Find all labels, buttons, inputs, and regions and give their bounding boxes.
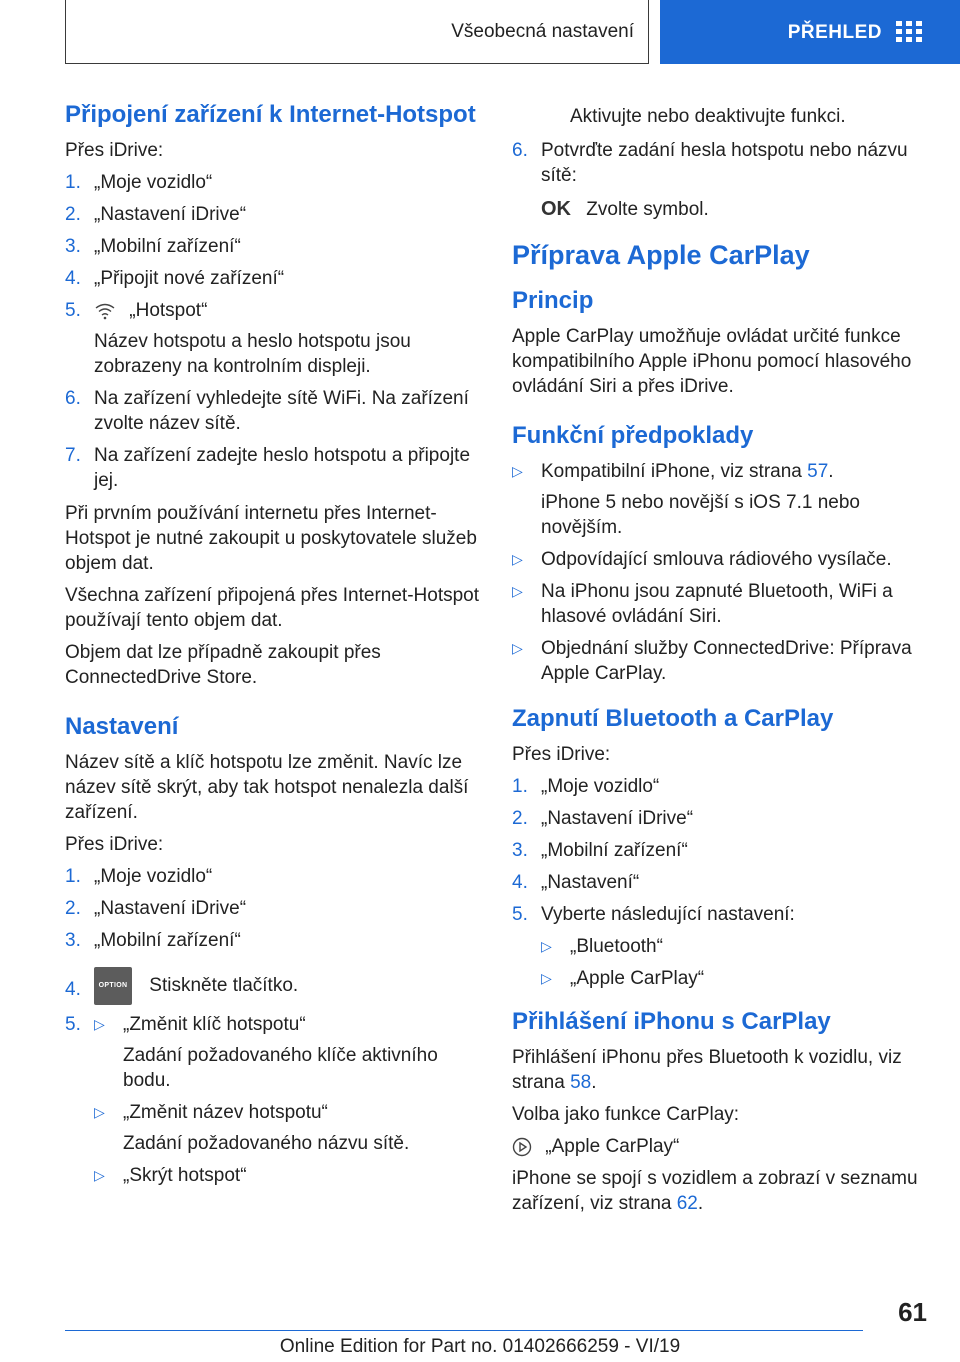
list-item: 5. ▷ „Změnit klíč hotspotu“ Zadání požadovaného klíče aktivního bodu. ▷ „Změnit název hotspotu“ Zadání požadovaného názvu sítě. ▷ „Skrýt hotspot“ (65, 1012, 485, 1188)
sub-list-item: ▷ „Apple CarPlay“ (541, 968, 705, 989)
list-item: 6. Na zařízení vyhledejte sítě WiFi. Na zařízení zvolte název sítě. (65, 388, 469, 434)
list-item: ▷ Kompatibilní iPhone, viz strana 57. iPhone 5 nebo novější s iOS 7.1 nebo novějším. (512, 461, 861, 538)
paragraph: iPhone se spojí s vozidlem a zobrazí v seznamu zařízení, viz strana 62. (512, 1168, 918, 1214)
steps-hotspot (65, 170, 485, 493)
overview-button[interactable] (660, 0, 960, 64)
heading-login: Přihlášení iPhonu s CarPlay (512, 1008, 831, 1035)
wifi-icon (94, 302, 116, 320)
sub-list-item: ▷ „Bluetooth“ (541, 936, 663, 957)
heading-principle: Princip (512, 287, 594, 314)
requirements-list (512, 459, 932, 686)
option-button-icon: OPTION (94, 967, 132, 1005)
list-item: 2. „Nastavení iDrive“ (65, 204, 247, 225)
paragraph: Objem dat lze případně zakoupit přes ConnectedDrive Store. (65, 642, 381, 688)
sub-list (541, 934, 932, 991)
list-item: ▷ Objednání služby ConnectedDrive: Příprava Apple CarPlay. (512, 638, 912, 684)
sub-list-item: ▷ „Skrýt hotspot“ (94, 1165, 247, 1186)
ok-icon: OK (541, 198, 571, 220)
paragraph: „Apple CarPlay“ (512, 1134, 932, 1159)
steps-settings (65, 864, 485, 1188)
header-section-title: Všeobecná nastavení (451, 21, 634, 42)
steps-bluetooth (512, 774, 932, 991)
paragraph: Volba jako funkce CarPlay: (512, 1104, 740, 1125)
list-item: 3. „Mobilní zařízení“ (512, 840, 688, 861)
list-item: 2. „Nastavení iDrive“ (512, 808, 694, 829)
via-idrive: Přes iDrive: (65, 140, 164, 161)
sub-list-item: ▷ „Změnit klíč hotspotu“ Zadání požadovaného klíče aktivního bodu. (94, 1014, 438, 1091)
paragraph: Apple CarPlay umožňuje ovládat určité funkce kompatibilního Apple iPhonu pomocí hlasového ovládání Siri a přes iDrive. (512, 326, 912, 397)
list-item: 1. „Moje vozidlo“ (65, 866, 213, 887)
list-item: 6. Potvrďte zadání hesla hotspotu nebo názvu sítě: OK Zvolte symbol. (512, 140, 908, 220)
page-link[interactable]: 57 (807, 461, 829, 482)
list-item: 5. Vyberte následující nastavení: ▷ „Bluetooth“ ▷ „Apple CarPlay“ (512, 902, 932, 991)
play-circle-icon (512, 1137, 532, 1157)
footer-edition: Online Edition for Part no. 01402666259 - VI/19 (279, 1336, 681, 1357)
sub-list-item: ▷ „Změnit název hotspotu“ Zadání požadovaného názvu sítě. (94, 1102, 410, 1154)
page-link[interactable]: 62 (676, 1193, 698, 1214)
grid-icon (896, 21, 922, 43)
list-item: ▷ Na iPhonu jsou zapnuté Bluetooth, WiFi a hlasové ovládání Siri. (512, 581, 893, 627)
list-item: 5. „Hotspot“ Název hotspotu a heslo hotspotu jsou zobrazeny na kontrolním displeji. (65, 300, 411, 377)
paragraph: Při prvním používání internetu přes Internet-Hotspot je nutné zakoupit u poskytovatele služeb objem dat. (65, 503, 477, 574)
page-number: 61 (898, 1297, 927, 1327)
heading-bluetooth: Zapnutí Bluetooth a CarPlay (512, 705, 834, 732)
steps-settings-cont (512, 138, 932, 222)
list-item: 4. „Nastavení“ (512, 872, 640, 893)
right-column (512, 104, 932, 1223)
list-item: 7. Na zařízení zadejte heslo hotspotu a připojte jej. (65, 445, 471, 491)
heading-hotspot: Připojení zařízení k Internet-Hotspot (65, 101, 476, 128)
list-item: 3. „Mobilní zařízení“ (65, 236, 241, 257)
heading-carplay: Příprava Apple CarPlay (512, 240, 810, 270)
left-column (65, 100, 485, 1196)
page-link[interactable]: 58 (570, 1072, 592, 1093)
paragraph: Přihlášení iPhonu přes Bluetooth k vozidlu, viz strana 58. (512, 1047, 902, 1093)
via-idrive: Přes iDrive: (65, 834, 164, 855)
footer-divider (65, 1330, 863, 1331)
header-section (65, 0, 649, 64)
via-idrive: Přes iDrive: (512, 744, 611, 765)
list-item: 1. „Moje vozidlo“ (65, 172, 213, 193)
continued-desc: Aktivujte nebo deaktivujte funkci. (570, 106, 846, 127)
overview-label: PŘEHLED (787, 21, 882, 43)
paragraph: Všechna zařízení připojená přes Internet-Hotspot používají tento objem dat. (65, 585, 480, 631)
list-item: 1. „Moje vozidlo“ (512, 776, 660, 797)
list-item: ▷ Odpovídající smlouva rádiového vysílače. (512, 549, 892, 570)
list-item: 2. „Nastavení iDrive“ (65, 898, 247, 919)
heading-requirements: Funkční předpoklady (512, 422, 754, 449)
sub-list (94, 1012, 485, 1188)
list-item: 4. OPTION Stiskněte tlačítko. (65, 967, 485, 1005)
list-item: 4. „Připojit nové zařízení“ (65, 268, 285, 289)
paragraph: Název sítě a klíč hotspotu lze změnit. Navíc lze název sítě skrýt, aby tak hotspot nenalezla další zařízení. (65, 752, 469, 823)
list-item: 3. „Mobilní zařízení“ (65, 930, 241, 951)
heading-settings: Nastavení (65, 713, 179, 740)
